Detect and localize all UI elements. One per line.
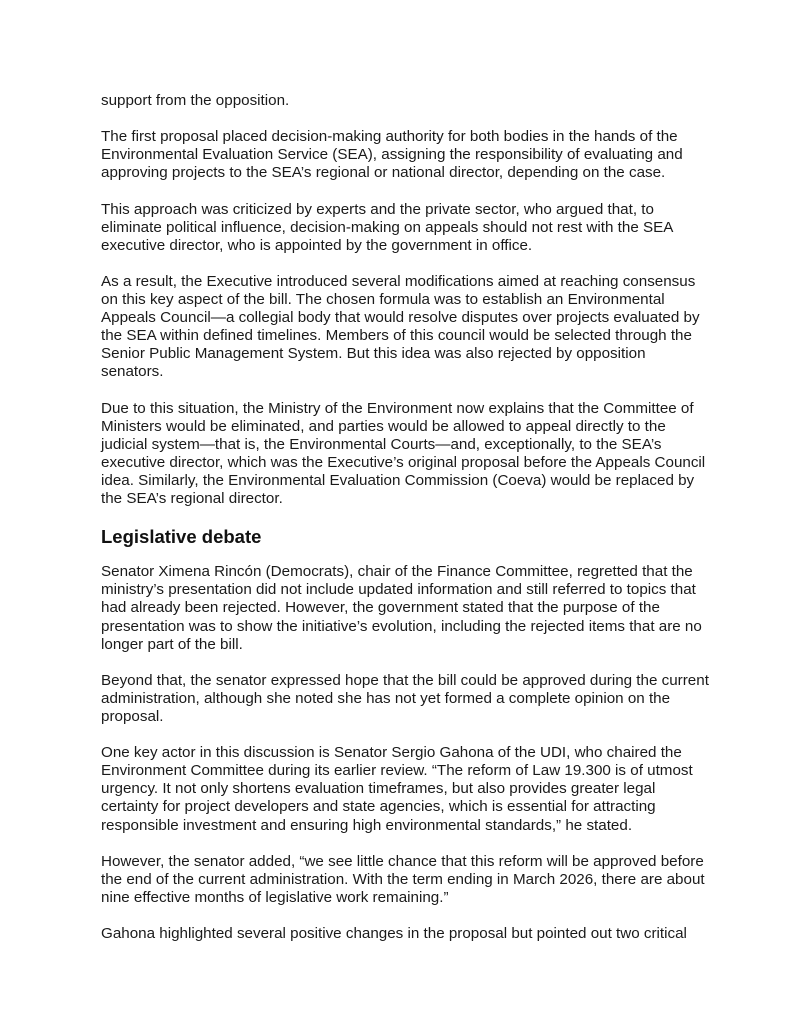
paragraph-criticism: This approach was criticized by experts and the private sector, who argued that, to eliminate political influence, decision-making on appeals should not rest with the SEA executive director, who is appointed by the government in office. <box>101 200 673 254</box>
paragraph-senator-hope: Beyond that, the senator expressed hope that the bill could be approved during the current administration, although she noted she has not yet formed a complete opinion on the proposal. <box>101 671 709 725</box>
paragraph-opposition-support: support from the opposition. <box>101 92 290 109</box>
paragraph-modifications: As a result, the Executive introduced several modifications aimed at reaching consensus on this key aspect of the bill. The chosen formula was to establish an Environmental Appeals Council—a collegial body that would resolve disputes over projects evaluated by the SEA within defined timelines. Members of this council would be selected through the Senior Public Management System. But this idea was also rejected by opposition senators. <box>101 272 700 381</box>
paragraph-first-proposal: The first proposal placed decision-making authority for both bodies in the hands of the Environmental Evaluation Service (SEA), assigning the responsibility of evaluating and approving projects to the SEA’s regional or national director, depending on the case. <box>101 128 683 182</box>
paragraph-little-chance: However, the senator added, “we see little chance that this reform will be approved before the end of the current administration. With the term ending in March 2026, there are about nine effective months of legislative work remaining.” <box>101 852 705 906</box>
paragraph-gahona-changes: Gahona highlighted several positive changes in the proposal but pointed out two critical <box>101 925 687 943</box>
paragraph-ministry-explanation: Due to this situation, the Ministry of the Environment now explains that the Committee of Ministers would be eliminated, and parties would be allowed to appeal directly to the judicial system—that is, the Environmental Courts—and, exceptionally, to the SEA’s executive director, which was the Executive’s original proposal before the Appeals Council idea. Similarly, the Environmental Evaluation Commission (Coeva) would be replaced by the SEA’s regional director. <box>101 399 706 508</box>
document-page <box>101 92 711 961</box>
section-heading: Legislative debate <box>101 526 262 548</box>
paragraph-gahona-quote: One key actor in this discussion is Senator Sergio Gahona of the UDI, who chaired the Environment Committee during its earlier review. “The reform of Law 19.300 is of utmost urgency. It not only shortens evaluation timeframes, but also provides greater legal certainty for project developers and state agencies, which is essential for attracting responsible investment and ensuring high environmental standards,” he stated. <box>101 744 693 834</box>
paragraph-rincon: Senator Ximena Rincón (Democrats), chair of the Finance Committee, regretted that the ministry’s presentation did not include updated information and still referred to topics that had already been rejected. However, the government stated that the purpose of the presentation was to show the initiative’s evolution, including the rejected items that are no longer part of the bill. <box>101 563 702 653</box>
